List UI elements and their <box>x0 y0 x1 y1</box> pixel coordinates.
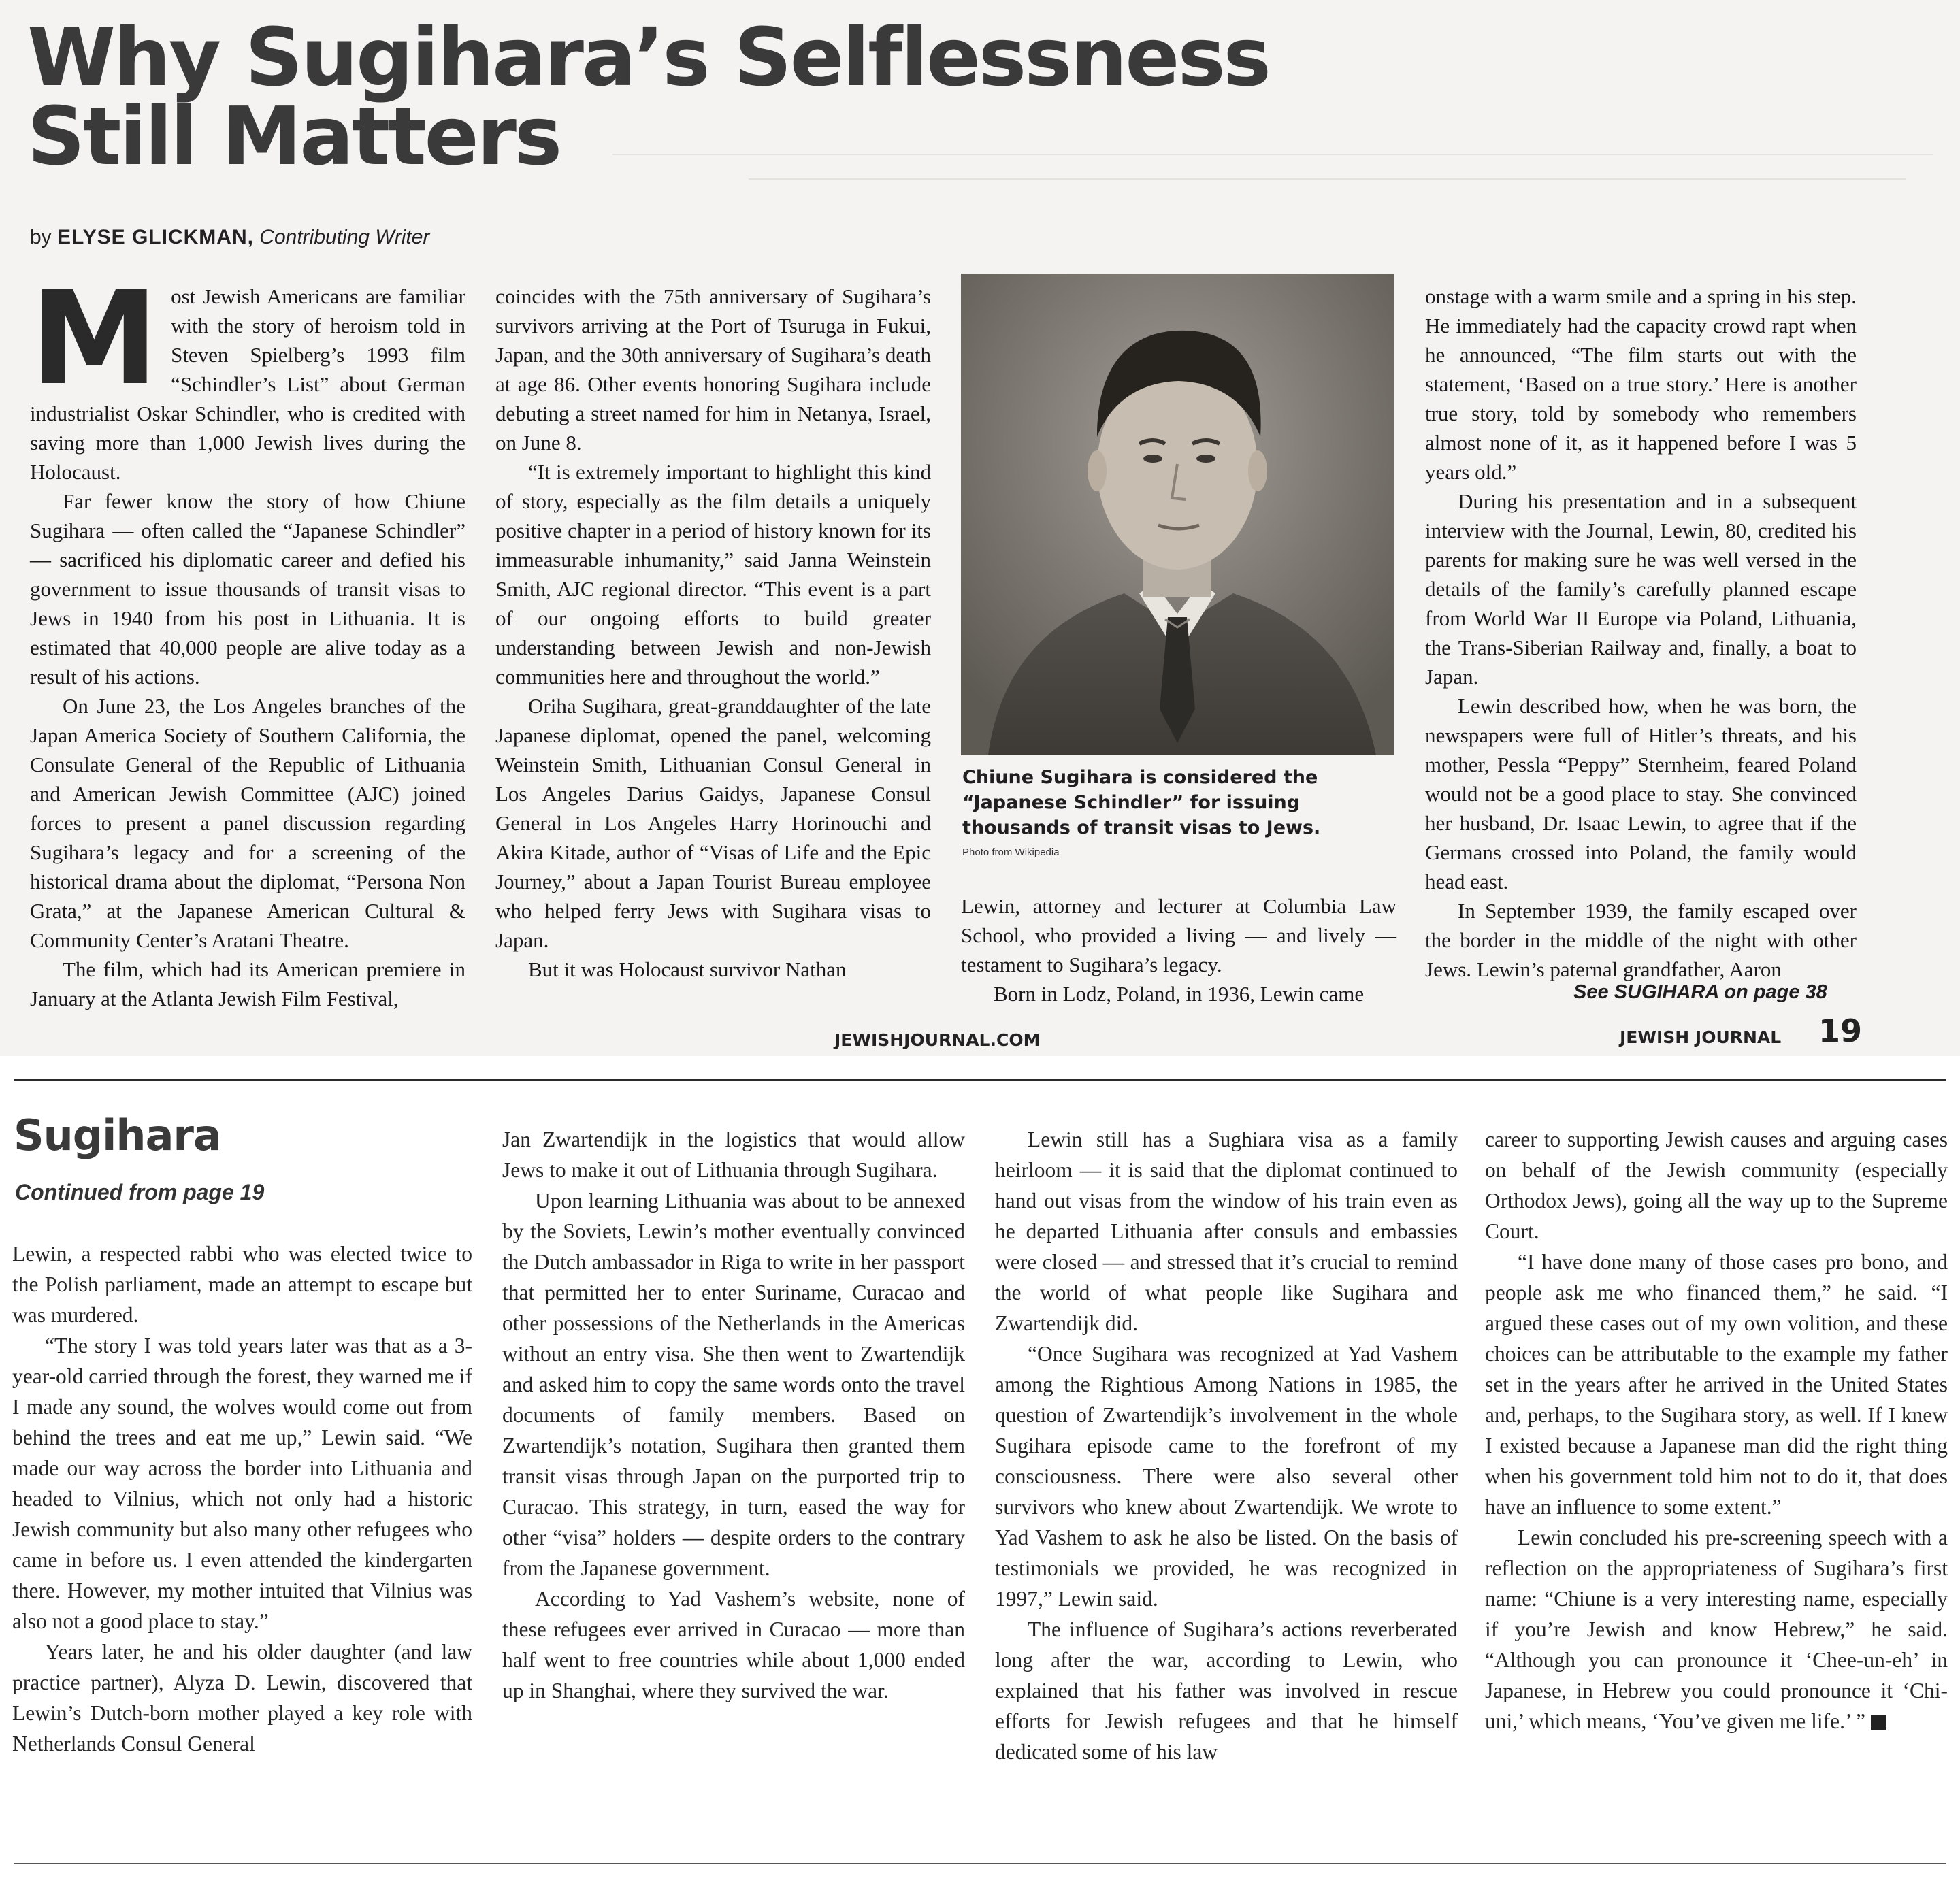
continuation-column-4 <box>1485 1124 1948 1736</box>
divider-rule <box>14 1079 1946 1081</box>
paragraph: Years later, he and his older daughter (and law practice partner), Alyza D. Lewin, discovered that Lewin’s Dutch-born mother played a key role with Netherlands Consul General <box>12 1640 472 1756</box>
paragraph: Lewin, attorney and lecturer at Columbia Law School, who provided a living — and lively — testament to Sugihara’s legacy. <box>961 894 1396 976</box>
footer-publication: JEWISH JOURNAL <box>1620 1027 1782 1047</box>
paragraph: Lewin, a respected rabbi who was elected twice to the Polish parliament, made an attempt to escape but was murdered. <box>12 1242 472 1327</box>
paragraph <box>1485 1522 1948 1736</box>
byline-author: ELYSE GLICKMAN, <box>57 226 254 248</box>
paragraph: According to Yad Vashem’s website, none of these refugees ever arrived in Curacao — more than half went to free countries while about 1,000 ended up in Shanghai, where they survived the war. <box>502 1587 965 1702</box>
sugihara-portrait-photo <box>961 274 1394 755</box>
paragraph: career to supporting Jewish causes and arguing cases on behalf of the Jewish community (especially Orthodox Jews), going all the way up to the Supreme Court. <box>1485 1127 1948 1243</box>
headline-line-2: Still Matters <box>27 89 561 183</box>
continuation-heading: Sugihara <box>14 1110 221 1160</box>
paragraph: Jan Zwartendijk in the logistics that would allow Jews to make it out of Lithuania through Sugihara. <box>502 1127 965 1182</box>
photo-credit: Photo from Wikipedia <box>962 846 1060 858</box>
paragraph: But it was Holocaust survivor Nathan <box>528 957 847 981</box>
portrait-image <box>961 274 1394 755</box>
continuation-column-2 <box>502 1124 965 1706</box>
article-column-4 <box>1425 282 1857 984</box>
paragraph: Far fewer know the story of how Chiune Sugihara — often called the “Japanese Schindler” — sacrificed his diplomatic career and defied his government to issue thousands of transit visas to Jews in 1940 from his post in Lithuania. It is estimated that 40,000 people are alive today as a result of his actions. <box>30 489 466 689</box>
headline <box>27 10 1269 183</box>
jump-line: See SUGIHARA on page 38 <box>1573 981 1827 1003</box>
bottom-rule <box>14 1863 1946 1864</box>
headline-line-1: Why Sugihara’s Selflessness <box>27 10 1269 104</box>
paragraph: The film, which had its American premiere in January at the Atlanta Jewish Film Festival, <box>30 957 466 1010</box>
paragraph: Oriha Sugihara, great-granddaughter of the late Japanese diplomat, opened the panel, welcoming Weinstein Smith, Lithuanian Consul General in Los Angeles Darius Gaidys, Japanese Consul General in Los Angeles Harry Horinouchi and Akira Kitade, author of “Visas of Life and the Epic Journey,” about a Japan Tourist Bureau employee who helped ferry Jews with Sugihara visas to Japan. <box>495 694 931 952</box>
paragraph: The influence of Sugihara’s actions reverberated long after the war, according to Lewin, who explained that his father was involved in rescue efforts for Jewish refugees and that he himself dedicated some of his law <box>995 1617 1458 1764</box>
paragraph: “Once Sugihara was recognized at Yad Vashem among the Rightious Among Nations in 1985, the question of Zwartendijk’s involvement in the whole Sugihara episode came to the forefront of my consciousness. There were also several other survivors who knew about Zwartendijk. We wrote to Yad Vashem to ask he also be listed. On the basis of testimonials we provided, he was recognized in 1997,” Lewin said. <box>995 1342 1458 1611</box>
article-column-2 <box>495 282 931 984</box>
paragraph: During his presentation and in a subsequent interview with the Journal, Lewin, 80, credited his parents for making sure he was well versed in the details of the family’s carefully planned escape from World War II Europe via Poland, Lithuania, the Trans-Siberian Railway and, finally, a boat to Japan. <box>1425 489 1857 689</box>
paragraph: Lewin still has a Sughiara visa as a family heirloom — it is said that the diplomat continued to hand out visas from the window of his train even as he departed Lithuania after consuls and embassies were closed — and stressed that it’s crucial to remind the world of what people like Sugihara and Zwartendijk did. <box>995 1127 1458 1335</box>
paragraph: “It is extremely important to highlight this kind of story, especially as the film details a uniquely positive chapter in a period of history known for its immeasurable inhumanity,” said Janna Weinstein Smith, AJC regional director. “This event is a part of our ongoing efforts to build greater understanding between Jewish and non-Jewish communities here and throughout the world.” <box>495 460 931 689</box>
closing-paragraph-text: Lewin concluded his pre-screening speech with a reflection on the appropriateness of Sugihara’s first name: “Chiune is a very interesting name, especially if you’re Jewish and know Hebrew,” he said. “Although you can pronounce it ‘Chee-un-eh’ in Japanese, in Hebrew you could pronounce it ‘Chi-uni,’ which means, ‘You’ve given me life.’ ” <box>1485 1526 1948 1733</box>
article-column-1 <box>30 263 466 1013</box>
footer-website: JEWISHJOURNAL.COM <box>834 1030 1041 1050</box>
byline-prefix: by <box>30 226 58 248</box>
paragraph: ost Jewish Americans are familiar with the story of heroism told in Steven Spielberg’s 1993 film “Schindler’s List” about German industrialist Oskar Schindler, who is credited with saving more than 1,000 Jewish lives during the Holocaust. <box>30 284 466 484</box>
paragraph: In September 1939, the family escaped over the border in the middle of the night with other Jews. Lewin’s paternal grandfather, Aaron <box>1425 899 1857 981</box>
continuation-clipping <box>0 1056 1960 1893</box>
paragraph: “The story I was told years later was that as a 3-year-old carried through the forest, they warned me if I made any sound, the wolves would come out from behind the trees and eat me up,” Lewin said. “We made our way across the border into Lithuania and headed to Vilnius, which not only had a historic Jewish community but also many other refugees who came in before us. I even attended the kindergarten there. However, my mother intuited that Vilnius was also not a good place to stay.” <box>12 1334 472 1633</box>
continued-from: Continued from page 19 <box>15 1180 265 1204</box>
paragraph: Upon learning Lithuania was about to be annexed by the Soviets, Lewin’s mother eventually convinced the Dutch ambassador in Riga to write in her passport that permitted her to enter Suriname, Curacao and other possessions of the Netherlands in the Americas without an entry visa. She then went to Zwartendijk and asked him to copy the same words onto the travel documents of family members. Based on Zwartendijk’s notation, Sugihara then granted them transit visas through Japan on the purported trip to Curacao. This strategy, in turn, eased the way for other “visa” holders — despite orders to the contrary from the Japanese government. <box>502 1189 965 1580</box>
end-of-story-mark <box>1871 1715 1886 1730</box>
bleed-through-line <box>749 178 1906 180</box>
paragraph: onstage with a warm smile and a spring in his step. He immediately had the capacity crowd rapt when he announced, “The film starts out with the statement, ‘Based on a true story.’ Here is another true story, told by somebody who remembers almost none of it, as it happened before I was 5 years old.” <box>1425 284 1857 484</box>
dropcap: M <box>30 263 159 414</box>
continuation-column-1 <box>12 1238 472 1759</box>
paragraph: coincides with the 75th anniversary of Sugihara’s survivors arriving at the Port of Tsuruga in Fukui, Japan, and the 30th anniversary of Sugihara’s death at age 86. Other events honoring Sugihara include debuting a street named for him in Netanya, Israel, on June 8. <box>495 284 931 455</box>
page-number: 19 <box>1818 1013 1863 1049</box>
continuation-column-3 <box>995 1124 1458 1767</box>
paragraph: Born in Lodz, Poland, in 1936, Lewin came <box>994 982 1365 1006</box>
article-column-3 <box>961 891 1396 1008</box>
byline <box>30 226 429 249</box>
paragraph: “I have done many of those cases pro bono, and people ask me who financed them,” he said. “I argued these cases out of my own volition, and these choices can be attributable to the example my father set in the years after he arrived in the United States and, perhaps, to the Sugihara story, as well. If I knew I existed because a Japanese man did the right thing when his government told him not to do it, that does have an influence to some extent.” <box>1485 1250 1948 1519</box>
paragraph: Lewin described how, when he was born, the newspapers were full of Hitler’s threats, and his mother, Pessla “Peppy” Sternheim, feared Poland would not be a good place to stay. She convinced her husband, Dr. Isaac Lewin, to agree that if the Germans crossed into Poland, the family would head east. <box>1425 694 1857 893</box>
paragraph: On June 23, the Los Angeles branches of the Japan America Society of Southern California, the Consulate General of the Republic of Lithuania and American Jewish Committee (AJC) joined forces to present a panel discussion regarding Sugihara’s legacy and for a screening of the historical drama about the diplomat, “Persona Non Grata,” at the Japanese American Cultural & Community Center’s Aratani Theatre. <box>30 694 466 952</box>
byline-role: Contributing Writer <box>253 226 430 248</box>
photo-caption: Chiune Sugihara is considered the “Japanese Schindler” for issuing thousands of transit visas to Jews. <box>962 767 1321 838</box>
